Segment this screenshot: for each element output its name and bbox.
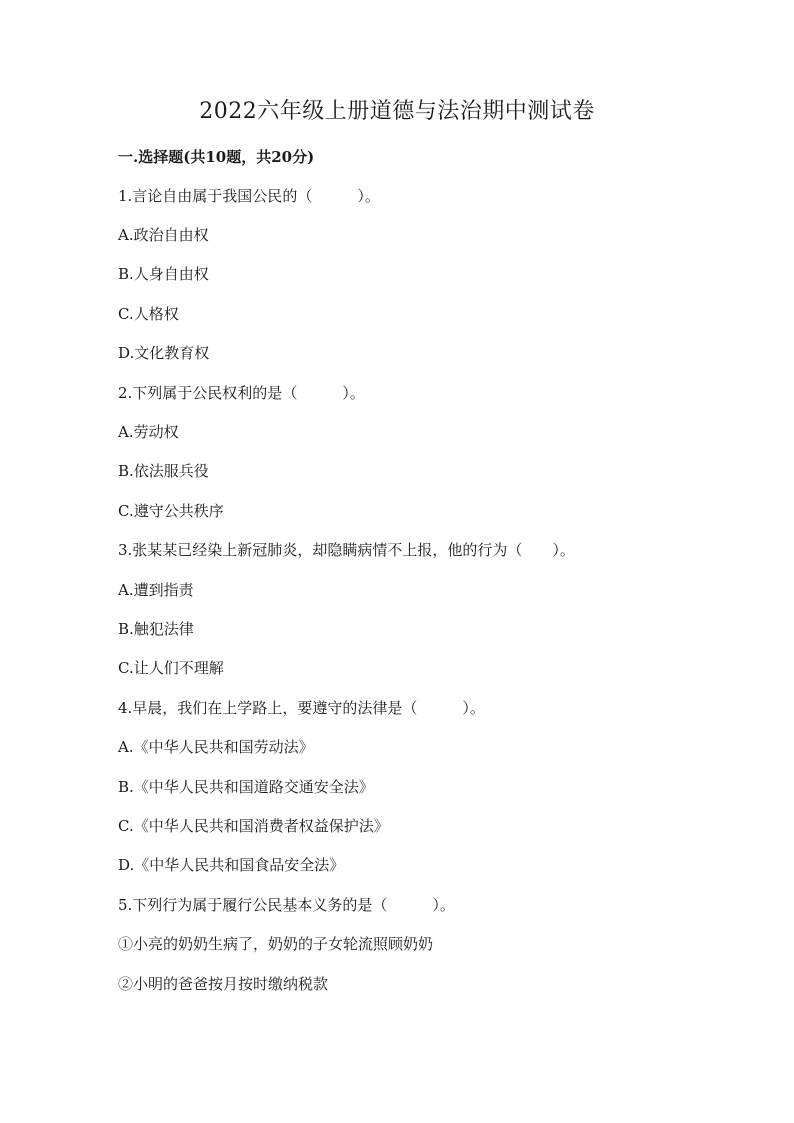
question-4-stem: 4.早晨，我们在上学路上，要遵守的法律是（ ）。 xyxy=(118,699,485,717)
question-4-option-c: C.《中华人民共和国消费者权益保护法》 xyxy=(118,817,389,835)
question-5-stem: 5.下列行为属于履行公民基本义务的是（ ）。 xyxy=(118,896,455,914)
question-3-option-b: B.触犯法律 xyxy=(118,620,194,638)
question-1-option-a: A.政治自由权 xyxy=(118,226,209,244)
question-1-stem: 1.言论自由属于我国公民的（ ）。 xyxy=(118,187,380,205)
question-4-option-b: B.《中华人民共和国道路交通安全法》 xyxy=(118,778,374,796)
question-3-stem: 3.张某某已经染上新冠肺炎，却隐瞒病情不上报，他的行为（ ）。 xyxy=(118,541,575,559)
question-4-option-d: D.《中华人民共和国食品安全法》 xyxy=(118,856,345,874)
question-2-stem: 2.下列属于公民权利的是（ ）。 xyxy=(118,384,365,402)
question-2-option-b: B.依法服兵役 xyxy=(118,462,209,480)
question-1-option-d: D.文化教育权 xyxy=(118,344,210,362)
question-3-option-a: A.遭到指责 xyxy=(118,581,194,599)
question-5-statement-1: ①小亮的奶奶生病了，奶奶的子女轮流照顾奶奶 xyxy=(118,935,434,953)
section-heading: 一.选择题(共10题，共20分) xyxy=(118,148,315,166)
question-2-option-c: C.遵守公共秩序 xyxy=(118,502,224,520)
page-title: 2022六年级上册道德与法治期中测试卷 xyxy=(199,99,595,124)
question-2-option-a: A.劳动权 xyxy=(118,423,179,441)
question-1-option-c: C.人格权 xyxy=(118,305,179,323)
question-5-statement-2: ②小明的爸爸按月按时缴纳税款 xyxy=(118,975,329,993)
question-3-option-c: C.让人们不理解 xyxy=(118,659,224,677)
question-1-option-b: B.人身自由权 xyxy=(118,265,209,283)
question-4-option-a: A.《中华人民共和国劳动法》 xyxy=(118,738,314,756)
